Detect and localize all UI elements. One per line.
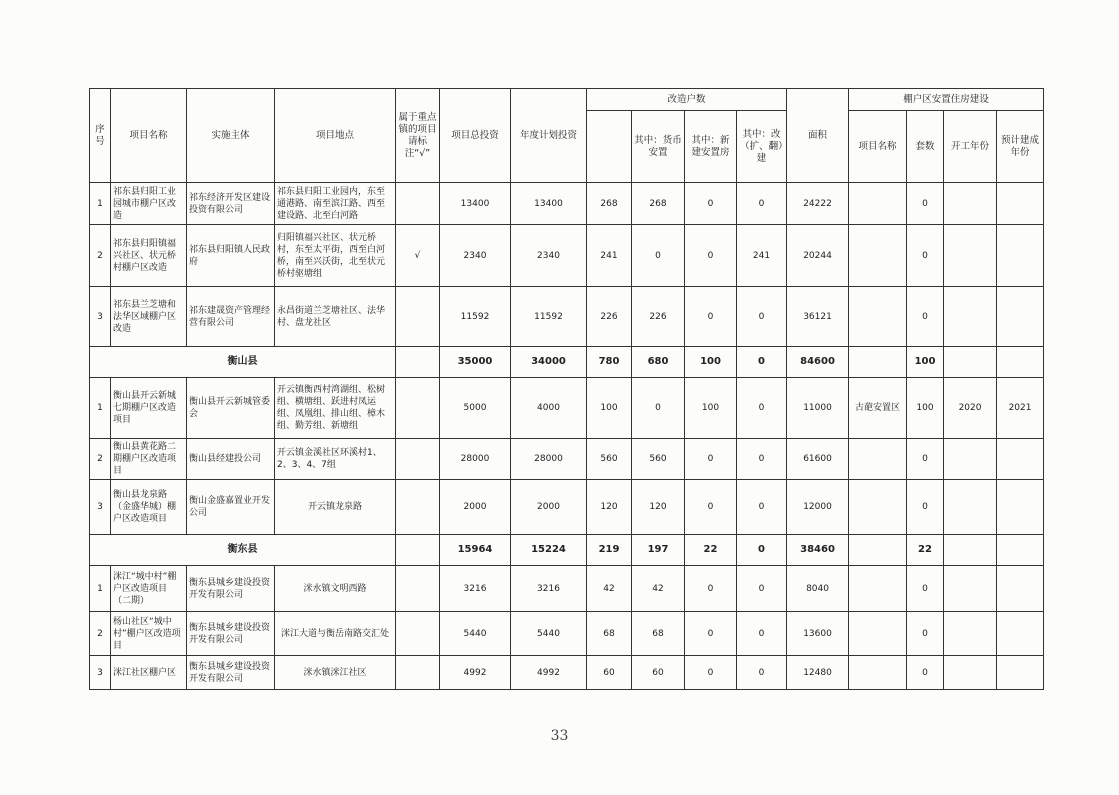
cell-finish: 2021 bbox=[997, 378, 1044, 439]
cell-reno: 0 bbox=[737, 656, 787, 690]
cell-key-town bbox=[396, 656, 440, 690]
cell-area: 11000 bbox=[787, 378, 849, 439]
cell-seq: 2 bbox=[90, 612, 111, 656]
cell-seq: 2 bbox=[90, 439, 111, 480]
cell-households: 120 bbox=[587, 480, 632, 535]
cell-total: 5440 bbox=[440, 612, 511, 656]
table-row bbox=[90, 287, 1044, 347]
cell-entity: 衡东县城乡建设投资开发有限公司 bbox=[187, 612, 275, 656]
cell-new: 0 bbox=[685, 612, 737, 656]
cell-annual: 3216 bbox=[511, 566, 587, 612]
cell-start bbox=[944, 225, 997, 287]
cell-housing-name bbox=[849, 225, 907, 287]
cell-seq: 1 bbox=[90, 378, 111, 439]
cell-area: 24222 bbox=[787, 183, 849, 225]
data-table-wrapper bbox=[89, 88, 1043, 690]
header-annual-investment: 年度计划投资 bbox=[511, 89, 587, 183]
cell-entity: 衡东县城乡建设投资开发有限公司 bbox=[187, 656, 275, 690]
cell-households: 60 bbox=[587, 656, 632, 690]
cell-seq: 3 bbox=[90, 287, 111, 347]
cell-project-name: 衡山县龙泉路（金盛华城）棚户区改造项目 bbox=[111, 480, 187, 535]
cell-finish bbox=[997, 439, 1044, 480]
cell-finish bbox=[997, 287, 1044, 347]
cell-area: 61600 bbox=[787, 439, 849, 480]
cell-location: 开云镇衡西村湾湖组、松树组、横塘组、跃进村凤运组、凤凰组、排山组、樟木组、勤芳组、新塘组 bbox=[275, 378, 396, 439]
header-households-blank bbox=[587, 111, 632, 183]
cell-entity: 祁东县归阳镇人民政府 bbox=[187, 225, 275, 287]
cell-project-name: 洣江社区棚户区 bbox=[111, 656, 187, 690]
cell-location: 归阳镇福兴社区、状元桥村，东至太平街，西至白河桥，南至兴沃街，北至状元桥村驱塘组 bbox=[275, 225, 396, 287]
page-number: 33 bbox=[550, 728, 569, 744]
cell-sets: 100 bbox=[907, 378, 944, 439]
cell-sets: 100 bbox=[907, 347, 944, 378]
cell-new: 0 bbox=[685, 287, 737, 347]
cell-project-name: 衡山县开云新城七期棚户区改造项目 bbox=[111, 378, 187, 439]
cell-reno: 0 bbox=[737, 183, 787, 225]
cell-annual: 13400 bbox=[511, 183, 587, 225]
cell-project-name: 杨山社区“城中村”棚户区改造项目 bbox=[111, 612, 187, 656]
cell-total: 2340 bbox=[440, 225, 511, 287]
cell-start bbox=[944, 480, 997, 535]
cell-entity: 祁东建晟资产管理经营有限公司 bbox=[187, 287, 275, 347]
cell-sets: 0 bbox=[907, 287, 944, 347]
cell-housing-name bbox=[849, 183, 907, 225]
cell-key-town bbox=[396, 183, 440, 225]
cell-start bbox=[944, 656, 997, 690]
cell-key-town bbox=[396, 378, 440, 439]
cell-county-title: 衡东县 bbox=[90, 535, 396, 566]
cell-households: 268 bbox=[587, 183, 632, 225]
cell-cash: 197 bbox=[632, 535, 685, 566]
cell-sets: 0 bbox=[907, 225, 944, 287]
cell-project-name: 祁东县兰芝塘和法华区域棚户区改造 bbox=[111, 287, 187, 347]
table-row bbox=[90, 378, 1044, 439]
cell-reno: 0 bbox=[737, 535, 787, 566]
header-key-town: 属于重点镇的项目请标注“√” bbox=[396, 89, 440, 183]
cell-households: 68 bbox=[587, 612, 632, 656]
cell-location: 洣江大道与衡岳南路交汇处 bbox=[275, 612, 396, 656]
cell-entity: 衡山县开云新城管委会 bbox=[187, 378, 275, 439]
cell-start bbox=[944, 566, 997, 612]
cell-finish bbox=[997, 480, 1044, 535]
cell-location: 永昌街道兰芝塘社区、法华村、盘龙社区 bbox=[275, 287, 396, 347]
cell-cash: 680 bbox=[632, 347, 685, 378]
cell-location: 洣水镇洣江社区 bbox=[275, 656, 396, 690]
shantytown-renovation-table bbox=[89, 88, 1044, 690]
cell-housing-name bbox=[849, 612, 907, 656]
cell-finish bbox=[997, 656, 1044, 690]
cell-total: 28000 bbox=[440, 439, 511, 480]
header-start-year: 开工年份 bbox=[944, 111, 997, 183]
table-row bbox=[90, 566, 1044, 612]
cell-new: 0 bbox=[685, 656, 737, 690]
table-row bbox=[90, 183, 1044, 225]
cell-entity: 衡山县经建投公司 bbox=[187, 439, 275, 480]
cell-key-town bbox=[396, 535, 440, 566]
cell-start bbox=[944, 347, 997, 378]
cell-households: 241 bbox=[587, 225, 632, 287]
cell-location: 祁东县归阳工业园内，东至通港路、南至滨江路、西至建设路、北至白河路 bbox=[275, 183, 396, 225]
cell-annual: 2340 bbox=[511, 225, 587, 287]
cell-seq: 2 bbox=[90, 225, 111, 287]
cell-area: 13600 bbox=[787, 612, 849, 656]
cell-annual: 4000 bbox=[511, 378, 587, 439]
cell-location: 开云镇龙泉路 bbox=[275, 480, 396, 535]
cell-annual: 4992 bbox=[511, 656, 587, 690]
cell-cash: 226 bbox=[632, 287, 685, 347]
cell-households: 42 bbox=[587, 566, 632, 612]
header-housing-group: 棚户区安置住房建设 bbox=[849, 89, 1044, 111]
cell-total: 11592 bbox=[440, 287, 511, 347]
header-new-build: 其中：新建安置房 bbox=[685, 111, 737, 183]
table-row bbox=[90, 225, 1044, 287]
cell-finish bbox=[997, 612, 1044, 656]
table-row bbox=[90, 439, 1044, 480]
cell-cash: 60 bbox=[632, 656, 685, 690]
cell-total: 35000 bbox=[440, 347, 511, 378]
cell-cash: 120 bbox=[632, 480, 685, 535]
cell-total: 5000 bbox=[440, 378, 511, 439]
cell-key-town bbox=[396, 287, 440, 347]
header-households: 改造户数 bbox=[587, 89, 787, 111]
cell-finish bbox=[997, 225, 1044, 287]
cell-housing-name bbox=[849, 287, 907, 347]
table-row bbox=[90, 612, 1044, 656]
cell-households: 219 bbox=[587, 535, 632, 566]
table-row bbox=[90, 480, 1044, 535]
cell-start bbox=[944, 287, 997, 347]
header-finish-year: 预计建成年份 bbox=[997, 111, 1044, 183]
cell-annual: 2000 bbox=[511, 480, 587, 535]
cell-sets: 0 bbox=[907, 612, 944, 656]
cell-new: 100 bbox=[685, 378, 737, 439]
cell-sets: 22 bbox=[907, 535, 944, 566]
cell-households: 226 bbox=[587, 287, 632, 347]
cell-cash: 42 bbox=[632, 566, 685, 612]
cell-cash: 68 bbox=[632, 612, 685, 656]
cell-new: 0 bbox=[685, 183, 737, 225]
cell-project-name: 洣江“城中村”棚户区改造项目（二期） bbox=[111, 566, 187, 612]
cell-reno: 0 bbox=[737, 347, 787, 378]
cell-households: 780 bbox=[587, 347, 632, 378]
cell-households: 100 bbox=[587, 378, 632, 439]
cell-new: 100 bbox=[685, 347, 737, 378]
cell-new: 0 bbox=[685, 566, 737, 612]
cell-reno: 0 bbox=[737, 378, 787, 439]
cell-new: 0 bbox=[685, 480, 737, 535]
cell-reno: 241 bbox=[737, 225, 787, 287]
cell-housing-name bbox=[849, 535, 907, 566]
cell-total: 4992 bbox=[440, 656, 511, 690]
cell-key-town bbox=[396, 566, 440, 612]
cell-key-town bbox=[396, 347, 440, 378]
cell-cash: 0 bbox=[632, 225, 685, 287]
cell-reno: 0 bbox=[737, 287, 787, 347]
header-renovate: 其中：改（扩、翻）建 bbox=[737, 111, 787, 183]
cell-total: 15964 bbox=[440, 535, 511, 566]
cell-cash: 268 bbox=[632, 183, 685, 225]
cell-area: 12000 bbox=[787, 480, 849, 535]
header-project-name: 项目名称 bbox=[111, 89, 187, 183]
cell-cash: 0 bbox=[632, 378, 685, 439]
cell-total: 3216 bbox=[440, 566, 511, 612]
cell-cash: 560 bbox=[632, 439, 685, 480]
cell-finish bbox=[997, 347, 1044, 378]
cell-key-town bbox=[396, 612, 440, 656]
cell-new: 22 bbox=[685, 535, 737, 566]
header-cash: 其中：货币安置 bbox=[632, 111, 685, 183]
cell-housing-name bbox=[849, 566, 907, 612]
cell-entity: 衡东县城乡建设投资开发有限公司 bbox=[187, 566, 275, 612]
cell-location: 洣水镇文明西路 bbox=[275, 566, 396, 612]
cell-key-town bbox=[396, 439, 440, 480]
cell-start bbox=[944, 535, 997, 566]
cell-start bbox=[944, 439, 997, 480]
cell-housing-name bbox=[849, 656, 907, 690]
cell-housing-name: 古葩安置区 bbox=[849, 378, 907, 439]
cell-sets: 0 bbox=[907, 439, 944, 480]
subtotal-row bbox=[90, 535, 1044, 566]
cell-finish bbox=[997, 535, 1044, 566]
cell-area: 36121 bbox=[787, 287, 849, 347]
cell-start bbox=[944, 183, 997, 225]
cell-location: 开云镇金溪社区环溪村1、2、3、4、7组 bbox=[275, 439, 396, 480]
cell-annual: 11592 bbox=[511, 287, 587, 347]
cell-seq: 3 bbox=[90, 656, 111, 690]
cell-county-title: 衡山县 bbox=[90, 347, 396, 378]
header-total-investment: 项目总投资 bbox=[440, 89, 511, 183]
cell-area: 20244 bbox=[787, 225, 849, 287]
cell-new: 0 bbox=[685, 225, 737, 287]
cell-area: 12480 bbox=[787, 656, 849, 690]
cell-finish bbox=[997, 183, 1044, 225]
cell-finish bbox=[997, 566, 1044, 612]
header-housing-sets: 套数 bbox=[907, 111, 944, 183]
cell-housing-name bbox=[849, 347, 907, 378]
cell-annual: 5440 bbox=[511, 612, 587, 656]
cell-total: 2000 bbox=[440, 480, 511, 535]
cell-area: 38460 bbox=[787, 535, 849, 566]
header-location: 项目地点 bbox=[275, 89, 396, 183]
header-entity: 实施主体 bbox=[187, 89, 275, 183]
cell-housing-name bbox=[849, 480, 907, 535]
cell-entity: 祁东经济开发区建设投资有限公司 bbox=[187, 183, 275, 225]
header-area: 面积 bbox=[787, 89, 849, 183]
cell-annual: 15224 bbox=[511, 535, 587, 566]
cell-start: 2020 bbox=[944, 378, 997, 439]
cell-reno: 0 bbox=[737, 480, 787, 535]
cell-key-town bbox=[396, 480, 440, 535]
cell-new: 0 bbox=[685, 439, 737, 480]
cell-start bbox=[944, 612, 997, 656]
header-seq: 序号 bbox=[90, 89, 111, 183]
cell-entity: 衡山金盛嘉置业开发公司 bbox=[187, 480, 275, 535]
cell-reno: 0 bbox=[737, 612, 787, 656]
cell-total: 13400 bbox=[440, 183, 511, 225]
cell-annual: 28000 bbox=[511, 439, 587, 480]
cell-project-name: 祁东县归阳工业园城市棚户区改造 bbox=[111, 183, 187, 225]
cell-reno: 0 bbox=[737, 566, 787, 612]
cell-sets: 0 bbox=[907, 183, 944, 225]
cell-housing-name bbox=[849, 439, 907, 480]
cell-sets: 0 bbox=[907, 566, 944, 612]
cell-seq: 3 bbox=[90, 480, 111, 535]
cell-project-name: 祁东县归阳镇福兴社区、状元桥村棚户区改造 bbox=[111, 225, 187, 287]
table-row bbox=[90, 656, 1044, 690]
cell-seq: 1 bbox=[90, 183, 111, 225]
cell-annual: 34000 bbox=[511, 347, 587, 378]
subtotal-row bbox=[90, 347, 1044, 378]
cell-reno: 0 bbox=[737, 439, 787, 480]
cell-sets: 0 bbox=[907, 480, 944, 535]
cell-project-name: 衡山县黄花路二期棚户区改造项目 bbox=[111, 439, 187, 480]
header-housing-name: 项目名称 bbox=[849, 111, 907, 183]
cell-sets: 0 bbox=[907, 656, 944, 690]
cell-households: 560 bbox=[587, 439, 632, 480]
cell-area: 84600 bbox=[787, 347, 849, 378]
cell-seq: 1 bbox=[90, 566, 111, 612]
cell-key-town: √ bbox=[396, 225, 440, 287]
cell-area: 8040 bbox=[787, 566, 849, 612]
